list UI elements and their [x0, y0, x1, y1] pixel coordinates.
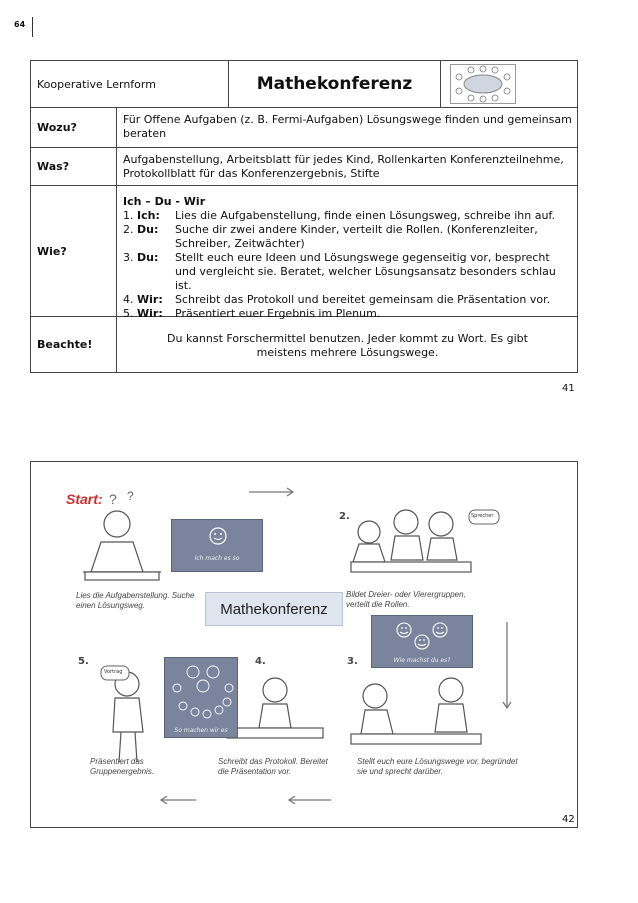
wie-step-4 [123, 293, 574, 307]
wie-step-text: Lies die Aufgabenstellung, finde einen Lösungsweg, schreibe ihn auf. [175, 209, 555, 222]
was-text-cell [117, 148, 578, 186]
was-label-cell [31, 148, 117, 186]
wie-step-text: Schreibt das Protokoll und bereitet gemeinsam die Präsentation vor. [175, 293, 551, 306]
wie-heading: Ich – Du - Wir [123, 195, 206, 208]
wozu-text-cell [117, 108, 578, 148]
method-table [30, 60, 578, 373]
wie-step-who: Wir: [137, 293, 163, 306]
method-title: Mathekonferenz [256, 74, 413, 94]
wie-step-who: Wir: [137, 307, 163, 320]
page-number-divider [32, 17, 33, 37]
form-label-cell [31, 61, 229, 108]
step-2-caption: Bildet Dreier- oder Vierergruppen, verteilt die Rollen. [346, 590, 466, 609]
smiley-box-wir [164, 657, 238, 738]
step-4-caption: Schreibt das Protokoll. Bereitet die Präsentation vor. [218, 757, 328, 776]
smiley-box-du [371, 615, 473, 668]
wie-step-who: Du: [137, 223, 159, 236]
wozu-label-cell [31, 108, 117, 148]
wie-step-num: 4. [123, 293, 134, 306]
smiley-box-ich [171, 519, 263, 572]
step-5-caption: Präsentiert das Gruppenergebnis. [90, 757, 155, 776]
step-number-4: 4. [255, 656, 266, 667]
page-number: 64 [14, 20, 26, 29]
wie-step-num: 3. [123, 251, 134, 264]
step-3-caption: Stellt euch eure Lösungswege vor, begründet sie und sprecht darüber. [357, 757, 518, 776]
smiley-box-caption: Wie machst du es? [393, 657, 451, 664]
wie-step-2-cont [123, 237, 574, 251]
wie-step-num: 1. [123, 209, 134, 222]
wie-step-text: Stellt euch eure Ideen und Lösungswege gegenseitig vor, besprecht [175, 251, 550, 264]
was-label: Was? [37, 160, 70, 173]
smiley-box-caption: Ich mach es so [194, 555, 240, 562]
smiley-group-icon [392, 620, 454, 652]
beachte-label-cell [31, 317, 117, 372]
page-reference-41: 41 [562, 383, 575, 394]
wie-step-who: Du: [137, 251, 159, 264]
wie-step-2 [123, 223, 574, 237]
wie-label-cell [31, 186, 117, 317]
wie-step-text: Präsentiert euer Ergebnis im Plenum. [175, 307, 381, 320]
wie-step-3 [123, 251, 574, 265]
page-reference-42: 42 [562, 814, 575, 825]
figure-title: Mathekonferenz [205, 592, 343, 626]
start-label: Start: [66, 491, 103, 507]
step-number-5: 5. [78, 656, 89, 667]
vortrag-bubble-label: Vortrag [104, 669, 123, 675]
wie-step-num: 5. [123, 307, 134, 320]
wozu-text: Für Offene Aufgaben (z. B. Fermi-Aufgaben) Lösungswege finden und gemeinsam beraten [123, 113, 572, 140]
step-number-3: 3. [347, 656, 358, 667]
conference-table-icon [450, 64, 516, 104]
sprecher-bubble-label: Sprecher [471, 513, 494, 519]
wie-step-1 [123, 209, 574, 223]
wie-step-3-cont [123, 265, 574, 293]
smiley-box-caption: So machen wir es [174, 727, 228, 734]
wozu-label: Wozu? [37, 121, 77, 134]
wie-label: Wie? [37, 244, 67, 258]
step-1-caption: Lies die Aufgabenstellung. Suche einen Lösungsweg. [76, 591, 195, 610]
wie-step-text: Suche dir zwei andere Kinder, verteilt die Rollen. (Konferenzleiter, [175, 223, 538, 236]
smiley-crowd-icon [169, 662, 235, 722]
title-cell [229, 61, 441, 108]
wie-step-text: und vergleicht sie. Beratet, welcher Lösungsansatz besonders schlau ist. [175, 265, 556, 292]
svg-text:?: ? [127, 489, 134, 503]
form-label: Kooperative Lernform [37, 77, 156, 91]
wie-step-num: 2. [123, 223, 134, 236]
wie-step-text: Schreiber, Zeitwächter) [175, 237, 305, 250]
beachte-text: Du kannst Forschermittel benutzen. Jeder kommt zu Wort. Es gibt meistens mehrere Lösungswege. [167, 332, 528, 359]
wie-step-who: Ich: [137, 209, 160, 222]
smiley-icon [208, 526, 228, 546]
svg-text:?: ? [109, 491, 117, 507]
beachte-label: Beachte! [37, 338, 93, 351]
step-number-2: 2. [339, 511, 350, 522]
beachte-text-cell [117, 317, 578, 372]
wie-text-cell [117, 186, 578, 320]
was-text: Aufgabenstellung, Arbeitsblatt für jedes Kind, Rollenkarten Konferenzteilnehme, Protokollblatt für das Konferenzergebnis, Stifte [123, 153, 564, 180]
